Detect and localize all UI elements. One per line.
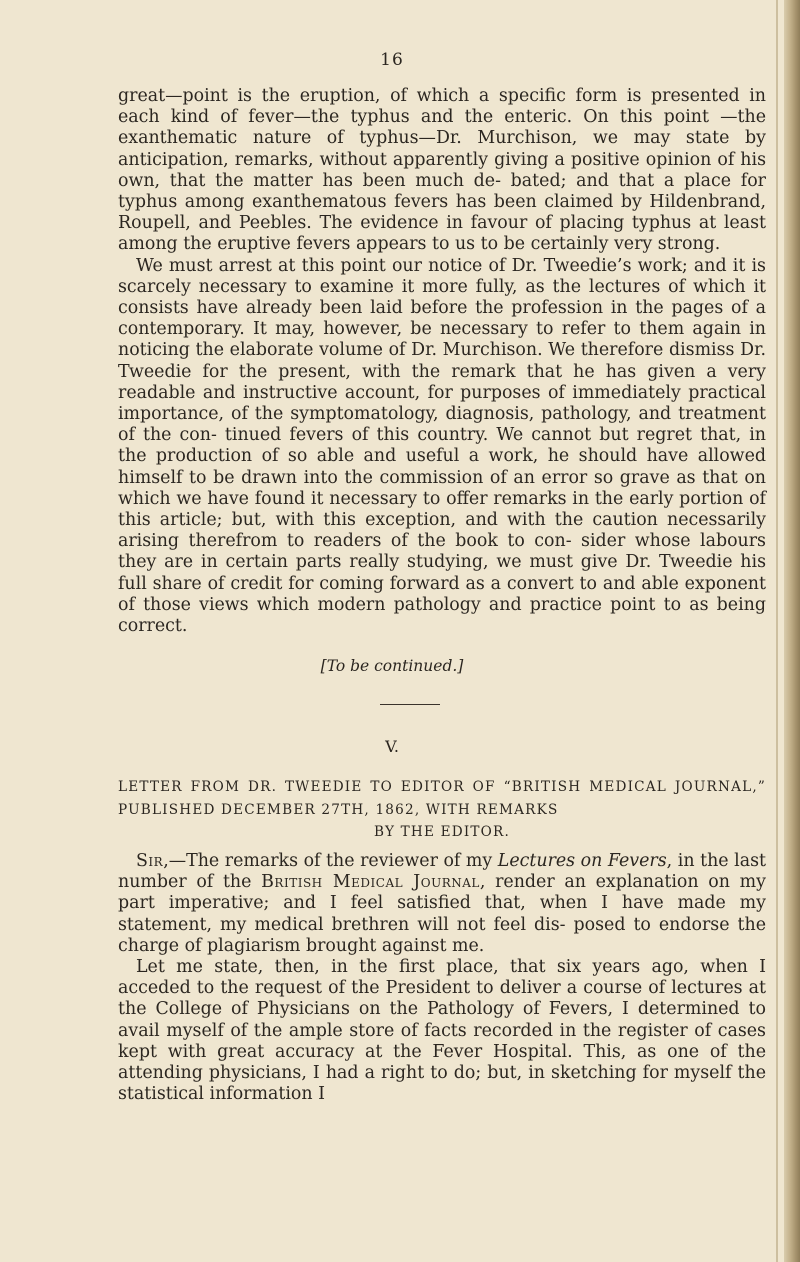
book-spine-edge — [784, 0, 800, 1262]
page-number: 16 — [380, 50, 404, 70]
letter-text-segment: , render an explanation on my part imperative; and I feel satisfied that, when I have made my statement, my medical brethren will not feel dis- posed to endorse the charge of plagiarism brought against me. — [118, 872, 766, 956]
body-text-letter — [118, 851, 766, 1105]
page-fold-line — [776, 0, 778, 1262]
journal-name: British Medical Journal — [261, 872, 480, 893]
letter-paragraph-2: Let me state, then, in the first place, that six years ago, when I acceded to the request of the President to deliver a course of lectures at the College of Physicians on the Pathology of Fevers, I determined to avail myself of the ample store of facts recorded in the register of cases kept with great accuracy at the Fever Hospital. This, as one of the attending physicians, I had a right to do; but, in sketching for myself the statistical information I — [118, 957, 766, 1105]
section-heading-main: LETTER FROM DR. TWEEDIE TO EDITOR OF “BRITISH MEDICAL JOURNAL,” PUBLISHED DECEMBER 27TH, 1862, WITH REMARKS — [118, 779, 766, 818]
section-heading — [118, 776, 766, 844]
paragraph-tweedie-work: We must arrest at this point our notice of Dr. Tweedie’s work; and it is scarcely necessary to examine it more fully, as the lectures of which it consists have already been laid before the profession in the pages of a contemporary. It may, however, be necessary to refer to them again in noticing the elaborate volume of Dr. Murchison. We therefore dismiss Dr. Tweedie for the present, with the remark that he has given a very readable and instructive account, for purposes of immediately practical importance, of the symptomatology, diagnosis, pathology, and treatment of the con- tinued fevers of this country. We cannot but regret that, in the production of so able and useful a work, he should have allowed himself to be drawn into the commission of an error so grave as that on which we have found it necessary to offer remarks in the early portion of this article; but, with this exception, and with the caution necessarily arising therefrom to readers of the book to con- sider whose labours they are in certain parts really studying, we must give Dr. Tweedie his full share of credit for coming forward as a convert to and able exponent of those views which modern pathology and practice point to as being correct. — [118, 255, 766, 637]
salutation: Sir — [136, 851, 164, 871]
letter-text-segment: , in the last number of the — [118, 851, 766, 893]
continued-note: [To be continued.] — [320, 657, 464, 675]
section-heading-tail: BY THE EDITOR. — [374, 824, 510, 840]
letter-text-segment: ,—The remarks of the reviewer of my — [163, 851, 498, 871]
body-text-top — [118, 86, 766, 637]
book-title: Lectures on Fevers — [497, 851, 667, 871]
section-divider — [380, 704, 440, 705]
section-numeral: V. — [385, 737, 399, 756]
letter-paragraph-1 — [118, 851, 766, 957]
paragraph-eruption: great—point is the eruption, of which a specific form is presented in each kind of fever—the typhus and the enteric. On this point —the exanthematic nature of typhus—Dr. Murchison, we may state by anticipation, remarks, without apparently giving a positive opinion of his own, that the matter has been much de- bated; and that a place for typhus among exanthematous fevers has been claimed by Hildenbrand, Roupell, and Peebles. The evidence in favour of placing typhus at least among the eruptive fevers appears to us to be certainly very strong. — [118, 86, 766, 255]
